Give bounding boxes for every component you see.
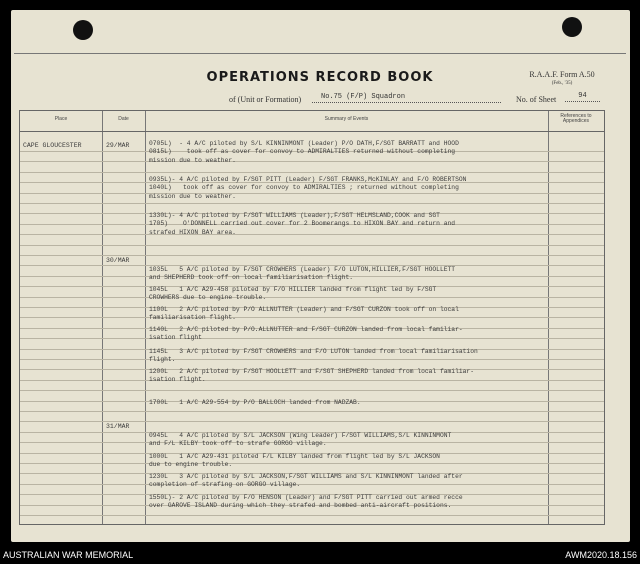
summary-line: 0815L) took off as cover for convoy to ADMIRALTIES returned without completing: [149, 148, 456, 156]
summary-line: flight.: [149, 356, 176, 364]
column-header-summary: Summary of Events: [324, 116, 369, 122]
summary-entry: [149, 473, 595, 490]
summary-line: 1000L 1 A/C A29-431 piloted F/L KILBY landed from flight led by S/L JACKSON: [149, 453, 440, 460]
summary-line: 1100L 2 A/C piloted by P/O ALLNUTTER (Leader) and F/SGT CURZON took off on local: [149, 306, 459, 313]
summary-entry: [149, 140, 595, 165]
summary-line: 1040L) took off as cover for convoy to ADMIRALTIES ; returned without completing: [149, 184, 459, 192]
summary-line: 1200L 2 A/C piloted by F/SGT HOOLLETT and F/SGT SHEPHERD landed from local familiar-: [149, 368, 474, 375]
form-number: [512, 70, 612, 88]
date-cell: 29/MAR: [106, 142, 130, 149]
summary-line: 0945L 4 A/C piloted by S/L JACKSON (Wing Leader) F/SGT WILLIAMS,S/L KINNINMONT: [149, 432, 452, 439]
archive-reference: AWM2020.18.156: [565, 550, 637, 560]
ruled-line: [20, 515, 604, 516]
summary-line: 1045L 1 A/C A29-458 piloted by F/O HILLIER landed from flight led by F/SGT: [149, 286, 437, 293]
summary-entry: [149, 432, 595, 449]
summary-entry: [149, 399, 595, 407]
sheet-number-label: No. of Sheet: [516, 95, 557, 104]
summary-line: isation flight: [149, 334, 202, 342]
summary-line: 1140L 2 A/C piloted by P/O.ALLNUTTER and F/SGT CURZON landed from local familiar-: [149, 326, 463, 333]
summary-entry: [149, 212, 595, 237]
record-table: [19, 110, 605, 525]
date-cell: 30/MAR: [106, 257, 130, 264]
summary-line: due to engine trouble.: [149, 461, 233, 469]
punch-hole-left: [73, 20, 93, 40]
ruled-line: [20, 245, 604, 246]
summary-entry: [149, 348, 595, 365]
summary-line: 1330L)- 4 A/C piloted by F/SGT WILLIAMS (Leader),F/SGT HELMSLAND,COOK and SGT: [149, 212, 440, 219]
date-cell: 31/MAR: [106, 423, 130, 430]
ruled-line: [20, 203, 604, 204]
summary-line: 0935L)- 4 A/C piloted by F/SGT PITT (Leader) F/SGT FRANKS,McKINLAY and F/O ROBERTSON: [149, 176, 467, 183]
summary-entry: [149, 176, 595, 201]
place-cell: CAPE GLOUCESTER: [23, 142, 82, 149]
summary-line: 1550L)- 2 A/C piloted by F/O HENSON (Leader) and F/SGT PITT carried out armed recce: [149, 494, 463, 501]
header-divider: [20, 131, 604, 132]
unit-value: No.75 (F/P) Squadron: [312, 93, 501, 103]
summary-entry: [149, 266, 595, 283]
ruled-line: [20, 411, 604, 412]
summary-entry: [149, 453, 595, 470]
ruled-line: [20, 255, 604, 256]
form-title: OPERATIONS RECORD BOOK: [206, 70, 434, 85]
summary-line: completion of strafing on GORGO village.: [149, 481, 301, 489]
summary-line: 1700L 1 A/C A29-554 by P/O BALLOCH landed from NADZAB.: [149, 399, 361, 406]
summary-line: mission due to weather.: [149, 156, 236, 164]
summary-entry: [149, 306, 595, 323]
summary-line: 1145L 3 A/C piloted by F/SGT CROWHERS and F/O LUTON landed from local familiarisation: [149, 348, 478, 355]
summary-line: strafed HIXON BAY area.: [149, 228, 236, 236]
summary-entry: [149, 286, 595, 303]
summary-line: mission due to weather.: [149, 192, 236, 200]
summary-entry: [149, 494, 595, 511]
sheet-number-value: 94: [565, 92, 600, 102]
summary-line: 1705) O'DONNELL carried out cover for 2 Boomerangs to HIXON BAY and return and: [149, 220, 456, 228]
punch-hole-right: [562, 17, 582, 37]
ruled-line: [20, 390, 604, 391]
ruled-line: [20, 421, 604, 422]
header-rule: [14, 53, 626, 54]
summary-line: CROWHERS due to engine trouble.: [149, 294, 267, 302]
summary-line: 1035L 5 A/C piloted by F/SGT CROWHERS (Leader) F/O LUTON,HILLIER,F/SGT HOOLLETT: [149, 266, 456, 273]
form-number-line1: R.A.A.F. Form A.50: [529, 70, 595, 79]
summary-line: familiarisation flight.: [149, 314, 236, 322]
form-number-line2: (Feb., '35): [551, 81, 573, 86]
unit-label: of (Unit or Formation): [229, 95, 302, 104]
column-header-date: Date: [118, 116, 129, 122]
summary-line: and F/L KILBY took off to strafe GORGO village.: [149, 440, 327, 448]
column-header-place: Place: [54, 116, 68, 122]
summary-line: and SHEPHERD took off on local familiarisation flight.: [149, 274, 354, 282]
summary-line: isation flight.: [149, 376, 206, 384]
archive-caption: AUSTRALIAN WAR MEMORIAL: [3, 550, 134, 560]
column-header-references: References to Appendices: [560, 113, 592, 124]
summary-entry: [149, 326, 595, 343]
ruled-line: [20, 172, 604, 173]
summary-line: 1230L 3 A/C piloted by S/L JACKSON,F/SGT WILLIAMS and S/L KINNINMONT landed after: [149, 473, 463, 480]
summary-line: 0705L) - 4 A/C piloted by S/L KINNINMONT (Leader) P/O DATH,F/SGT BARRATT and HOOD: [149, 140, 459, 147]
summary-line: over GAROVE ISLAND during which they strafed and bombed anti-aircraft positions.: [149, 502, 452, 510]
summary-entry: [149, 368, 595, 385]
